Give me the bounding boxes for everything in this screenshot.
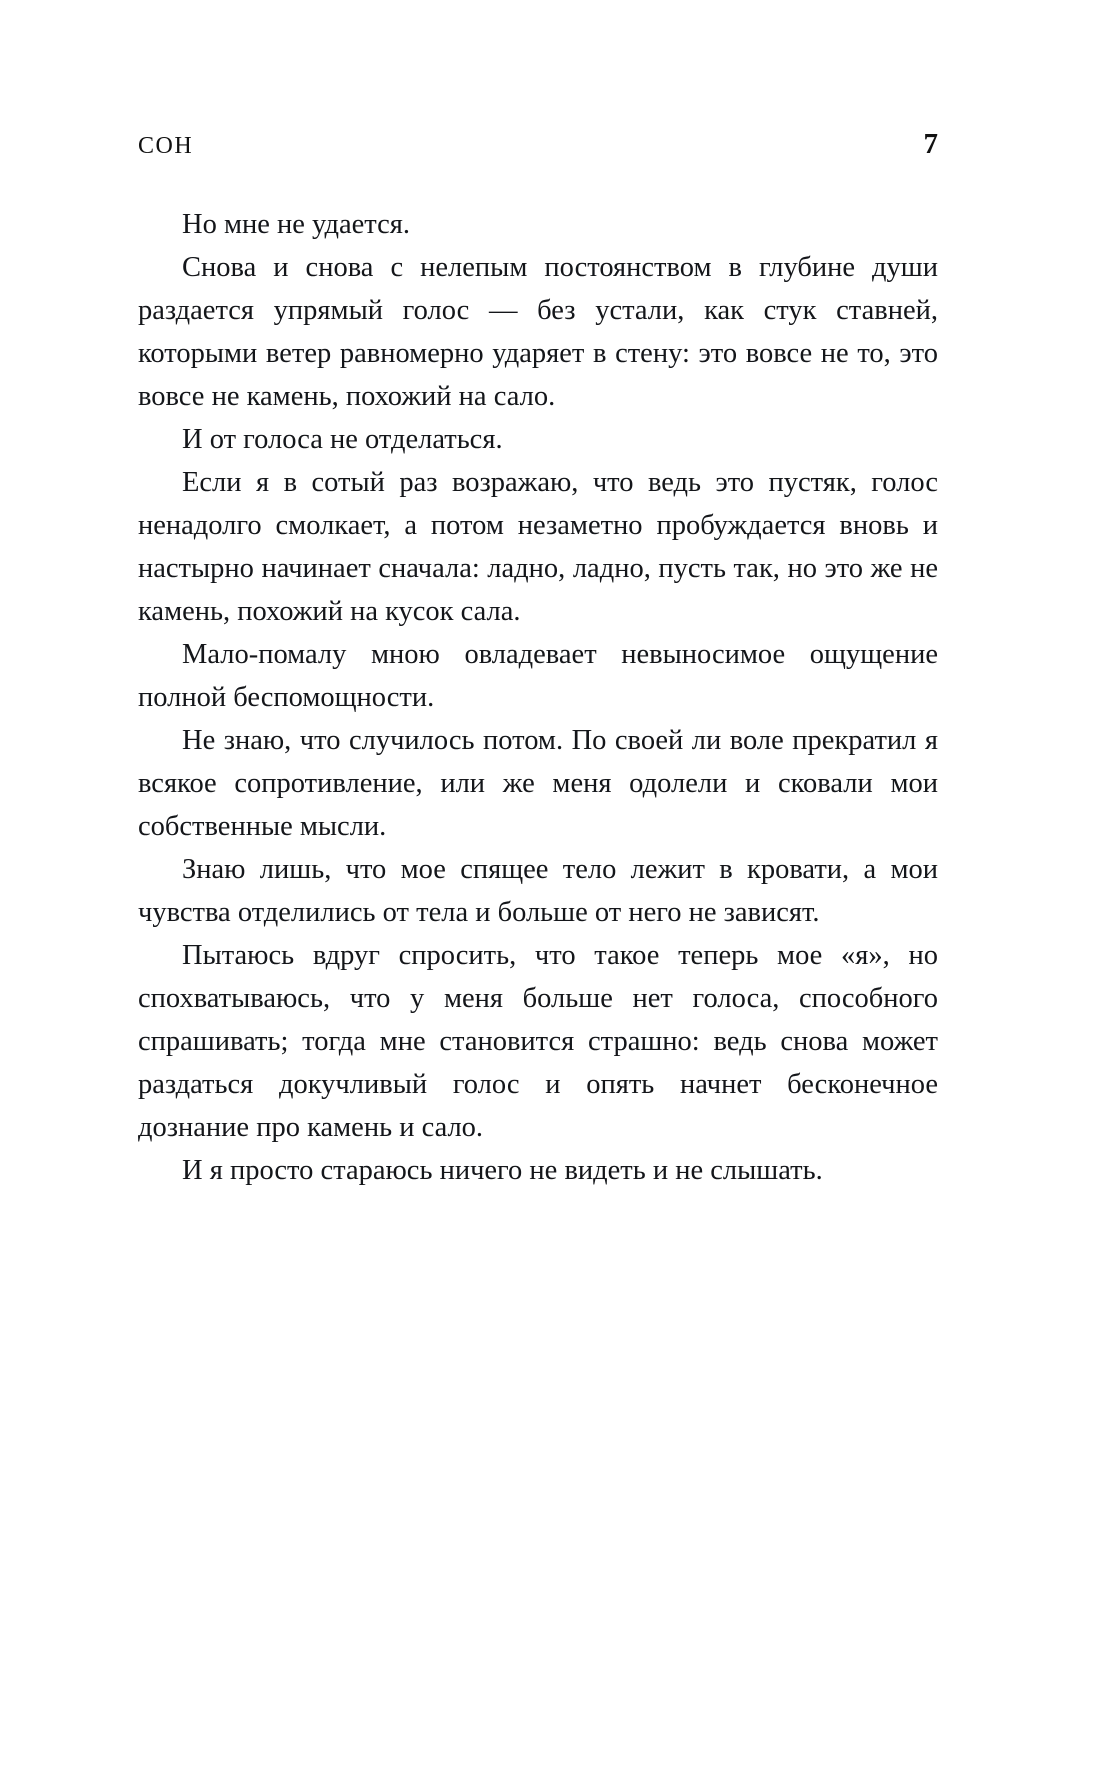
running-head: [138, 128, 938, 161]
body-text: [138, 203, 938, 1192]
paragraph: Не знаю, что случилось потом. По своей ли воле прекратил я всякое сопротивление, или же меня одолели и сковали мои собственные мысли.: [138, 725, 938, 842]
paragraph: И я просто стараюсь ничего не видеть и не слышать.: [182, 1155, 823, 1186]
page-content: [138, 128, 938, 1192]
chapter-title: СОН: [138, 133, 194, 159]
paragraph: Знаю лишь, что мое спящее тело лежит в кровати, а мои чувства отделились от тела и больше от него не зависят.: [138, 854, 938, 928]
paragraph: Снова и снова с нелепым постоянством в глубине души раздается упрямый голос — без устали, как стук ставней, которыми ветер равномерно ударяет в стену: это вовсе не то, это вовсе не камень, похожий на сало.: [138, 252, 938, 412]
paragraph: Мало-помалу мною овладевает невыносимое ощущение полной беспомощности.: [138, 639, 938, 713]
paragraph: И от голоса не отделаться.: [182, 424, 503, 455]
paragraph: Но мне не удается.: [182, 209, 410, 240]
page-number: 7: [923, 128, 938, 160]
paragraph: Если я в сотый раз возражаю, что ведь это пустяк, голос ненадолго смолкает, а потом незаметно пробуждается вновь и настырно начинает сначала: ладно, ладно, пусть так, но это же не камень, похожий на кусок сала.: [138, 467, 938, 627]
paragraph: Пытаюсь вдруг спросить, что такое теперь мое «я», но спохватываюсь, что у меня больше нет голоса, способного спрашивать; тогда мне становится страшно: ведь снова может раздаться докучливый голос и опять начнет бесконечное дознание про камень и сало.: [138, 940, 938, 1143]
